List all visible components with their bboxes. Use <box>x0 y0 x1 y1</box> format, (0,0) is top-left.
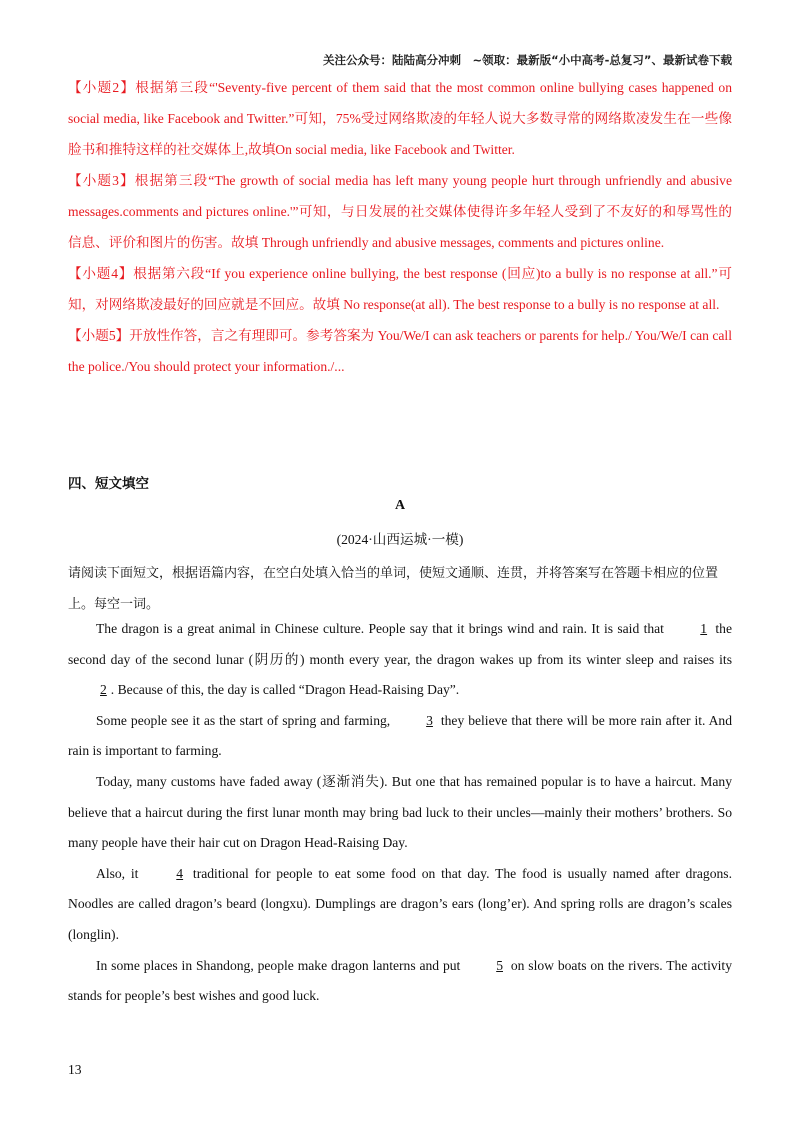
blank-3: 3 <box>426 712 433 728</box>
instruction-text: 请阅读下面短文，根据语篇内容，在空白处填入恰当的单词，使短文通顺、连贯，并将答案写在答题卡相应的位置上。每空一词。 <box>68 566 719 612</box>
paragraph-text: they believe that there will be more rain after it. And rain is important to farming. <box>68 712 732 759</box>
passage-paragraph-5 <box>68 951 732 1012</box>
passage-letter: A <box>394 498 406 513</box>
paragraph-text: on slow boats on the rivers. The activity stands for people’s best wishes and good luck. <box>68 957 732 1004</box>
passage-paragraph-4 <box>68 859 732 951</box>
header-note: 关注公众号：陆陆高分冲刺 ~领取：最新版“小中高考-总复习”、最新试卷下载 <box>322 53 732 67</box>
blank-5: 5 <box>496 957 503 973</box>
paragraph-text: traditional for people to eat some food on that day. The food is usually named after dragons. Noodles are called dragon’s beard (longxu). Dumplings are dragon’s ears (long’er). And spring rolls are dragon’s scales (longlin). <box>68 865 732 942</box>
blank-2: 2 <box>100 682 107 698</box>
blank-1: 1 <box>700 621 708 636</box>
answer-item-4: 【小题4】根据第六段“If you experience online bullying, the best response (回应)to a bully is no response at all.”可知，对网络欺凌最好的回应就是不回应。故填 No response(at all). The best response to a bully is no response at all. <box>68 266 732 312</box>
paragraph-text: Also, it <box>96 865 145 881</box>
passage-paragraph-3: Today, many customs have faded away (逐渐消失). But one that has remained popular is to have a haircut. Many believe that a haircut during the first lunar month may bring bad luck to their uncles—mainly their mothers’ brothers. So many people have their hair cut on Dragon Head-Raising Day. <box>68 773 732 851</box>
answer-explanations <box>68 72 732 382</box>
passage-source: (2024·山西运城·一模) <box>336 532 464 547</box>
paragraph-text: . Because of this, the day is called “Dragon Head-Raising Day”. <box>110 682 460 698</box>
paragraph-text: Some people see it as the start of spring and farming, <box>96 712 395 728</box>
section-title: 四、短文填空 <box>68 476 149 492</box>
paragraph-text: The dragon is a great animal in Chinese culture. People say that it brings wind and rain. It is said that <box>96 621 669 636</box>
paragraph-text: the second day of the second lunar (阴历的) month every year, the dragon wakes up from its winter sleep and raises its <box>68 621 732 667</box>
answer-item-2: 【小题2】根据第三段“'Seventy-five percent of them said that the most common online bullying cases happened on social media, like Facebook and Twitter.”可知，75%受过网络欺凌的年轻人说大多数寻常的网络欺凌发生在一些像脸书和推特这样的社交媒体上,故填On social media, like Facebook and Twitter. <box>68 80 732 157</box>
blank-4: 4 <box>176 865 184 881</box>
passage-paragraph-1 <box>68 614 732 706</box>
passage-paragraph-2 <box>68 706 732 767</box>
paragraph-text: In some places in Shandong, people make dragon lanterns and put <box>96 957 465 973</box>
passage-body <box>68 614 732 1012</box>
page-number: 13 <box>68 1062 82 1077</box>
answer-item-5: 【小题5】开放性作答，言之有理即可。参考答案为 You/We/I can ask teachers or parents for help./ You/We/I can call the police./You should protect your information./... <box>68 328 732 374</box>
answer-item-3: 【小题3】根据第三段“The growth of social media has left many young people hurt through unfriendly and abusive messages.comments and pictures online.'”可知，与日发展的社交媒体使得许多年轻人受到了不友好的和辱骂性的信息、评价和图片的伤害。故填 Through unfriendly and abusive messages, comments and pictures online. <box>68 173 732 250</box>
